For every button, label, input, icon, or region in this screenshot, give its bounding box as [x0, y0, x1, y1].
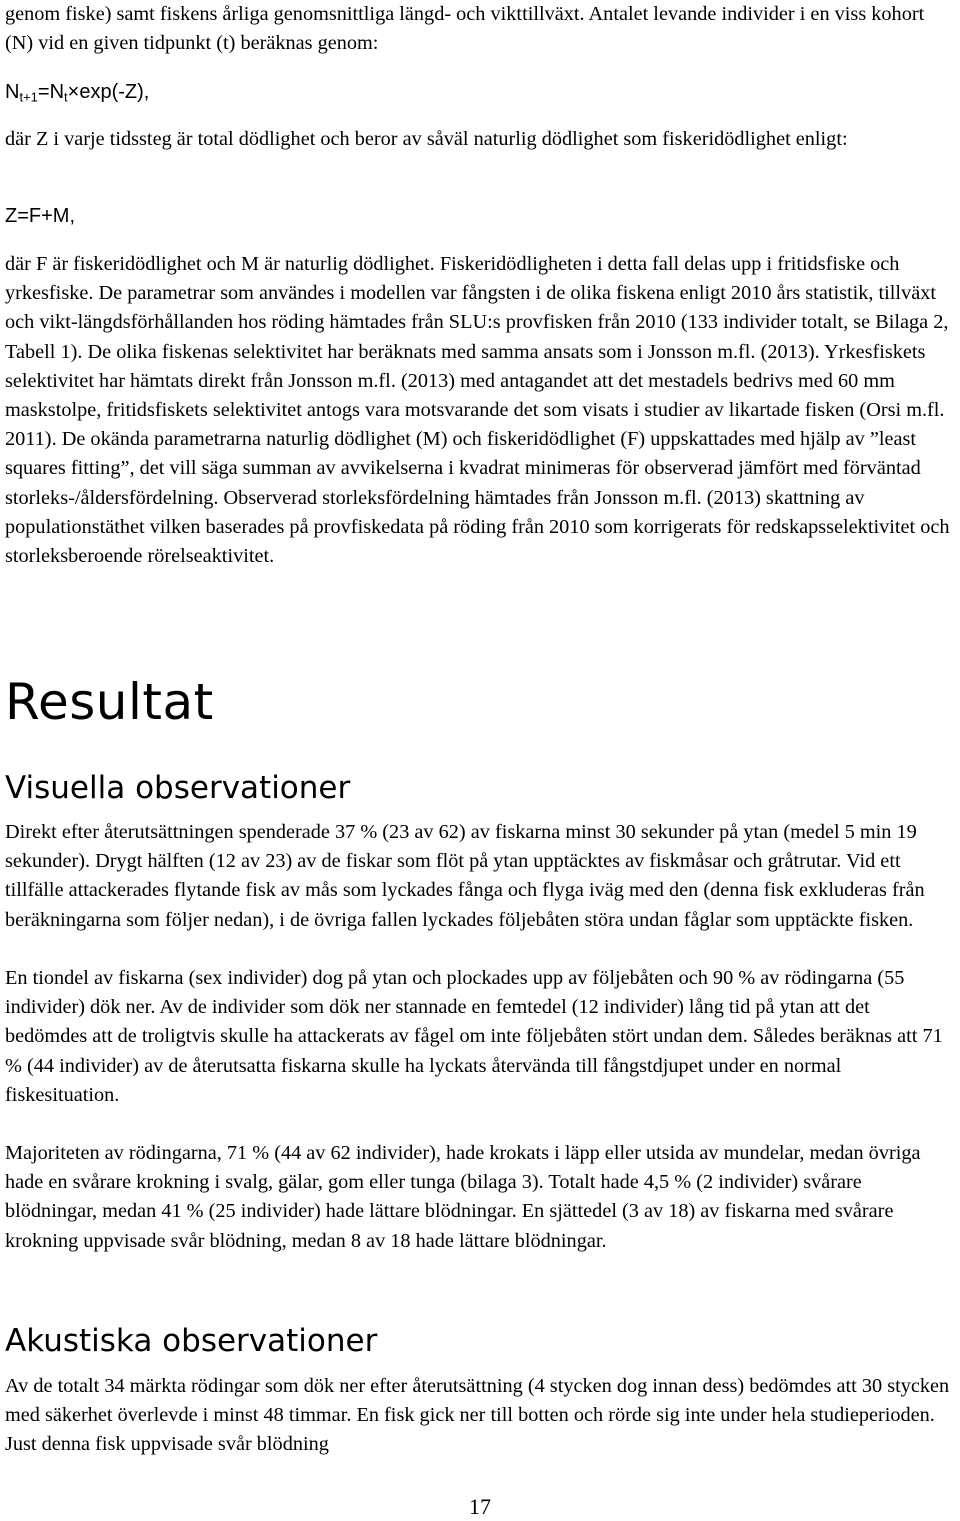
visual-paragraph-2: En tiondel av fiskarna (sex individer) dog på ytan och plockades upp av följebåten och 90 % av rödingarna (55 individer) dök ner. Av de individer som dök ner stannade en femtedel (12 individer) lång tid på ytan att det bedömdes att de troligtvis skulle ha attackerats av fågel om inte följebåten stört undan dem. Således beräknas att 71 % (44 individer) av de återutsatta fiskarna skulle ha lyckats återvända till fångstdjupet under en normal fiskesituation. [5, 967, 943, 1106]
acoustic-paragraph-1: Av de totalt 34 märkta rödingar som dök ner efter återutsättning (4 stycken dog innan dess) bedömdes att 30 stycken med säkerhet överlevde i minst 48 timmar. En fisk gick ner till botten och rörde sig inte under hela studieperioden. Just denna fisk uppvisade svår blödning [5, 1375, 950, 1456]
heading-resultat: Resultat [5, 673, 214, 731]
formula-cohort [5, 78, 955, 107]
intro-paragraph-2: där Z i varje tidssteg är total dödlighet och beror av såväl naturlig dödlighet som fiskeridödlighet enligt: [5, 128, 848, 150]
heading-akustiska-observationer: Akustiska observationer [5, 1323, 378, 1359]
formula-sub-t: t [64, 89, 68, 105]
formula-exp: ×exp(-Z), [67, 81, 150, 103]
page-number: 17 [469, 1494, 491, 1519]
formula-n: N [5, 81, 20, 103]
formula-mortality: Z=F+M, [5, 205, 76, 227]
document-page [5, 0, 955, 1521]
visual-paragraph-3: Majoriteten av rödingarna, 71 % (44 av 62 individer), hade krokats i läpp eller utsida av mundelar, medan övriga hade en svårare krokning i svalg, gälar, gom eller tunga (bilaga 3). Totalt hade 4,5 % (2 individer) svårare blödningar, medan 41 % (25 individer) hade lättare blödningar. En sjättedel (3 av 18) av fiskarna med svårare krokning uppvisade svår blödning, medan 8 av 18 hade lättare blödningar. [5, 1142, 921, 1252]
formula-sub-t1: t+1 [19, 89, 38, 105]
intro-paragraph-1: genom fiske) samt fiskens årliga genomsnittliga längd- och vikttillväxt. Antalet levande individer i en viss kohort (N) vid en given tidpunkt (t) beräknas genom: [5, 3, 925, 55]
formula-eq: =N [37, 81, 65, 103]
visual-paragraph-1: Direkt efter återutsättningen spenderade 37 % (23 av 62) av fiskarna minst 30 sekunder på ytan (medel 5 min 19 sekunder). Drygt hälften (12 av 23) av de fiskar som flöt på ytan upptäcktes av fiskmåsar och gråtrutar. Vid ett tillfälle attackerades flytande fisk av mås som lyckades fånga och flyga iväg med den (denna fisk exkluderas från beräkningarna som följer nedan), i de övriga fallen lyckades följebåten störa undan fåglar som upptäckte fisken. [5, 821, 925, 931]
intro-paragraph-3: där F är fiskeridödlighet och M är naturlig dödlighet. Fiskeridödligheten i detta fall delas upp i fritidsfiske och yrkesfiske. De parametrar som användes i modellen var fångsten i de olika fiskena enligt 2010 års statistik, tillväxt och vikt-längdsförhållanden hos röding hämtades från SLU:s provfisken från 2010 (133 individer totalt, se Bilaga 2, Tabell 1). De olika fiskenas selektivitet har beräknats med samma ansats som i Jonsson m.fl. (2013). Yrkesfiskets selektivitet har hämtats direkt från Jonsson m.fl. (2013) med antagandet att det mestadels bedrivs med 60 mm maskstolpe, fritidsfiskets selektivitet antogs vara motsvarande det som visats i studier av likartade fisken (Orsi m.fl. 2011). De okända parametrarna naturlig dödlighet (M) och fiskeridödlighet (F) uppskattades med hjälp av ”least squares fitting”, det vill säga summan av avvikelserna i kvadrat minimeras för observerad jämfört med förväntad storleks-/åldersfördelning. Observerad storleksfördelning hämtades från Jonsson m.fl. (2013) skattning av populationstäthet vilken baserades på provfiskedata på röding från 2010 som korrigerats för redskapsselektivitet och storleksberoende rörelseaktivitet. [5, 253, 950, 568]
heading-visuella-observationer: Visuella observationer [5, 770, 351, 806]
